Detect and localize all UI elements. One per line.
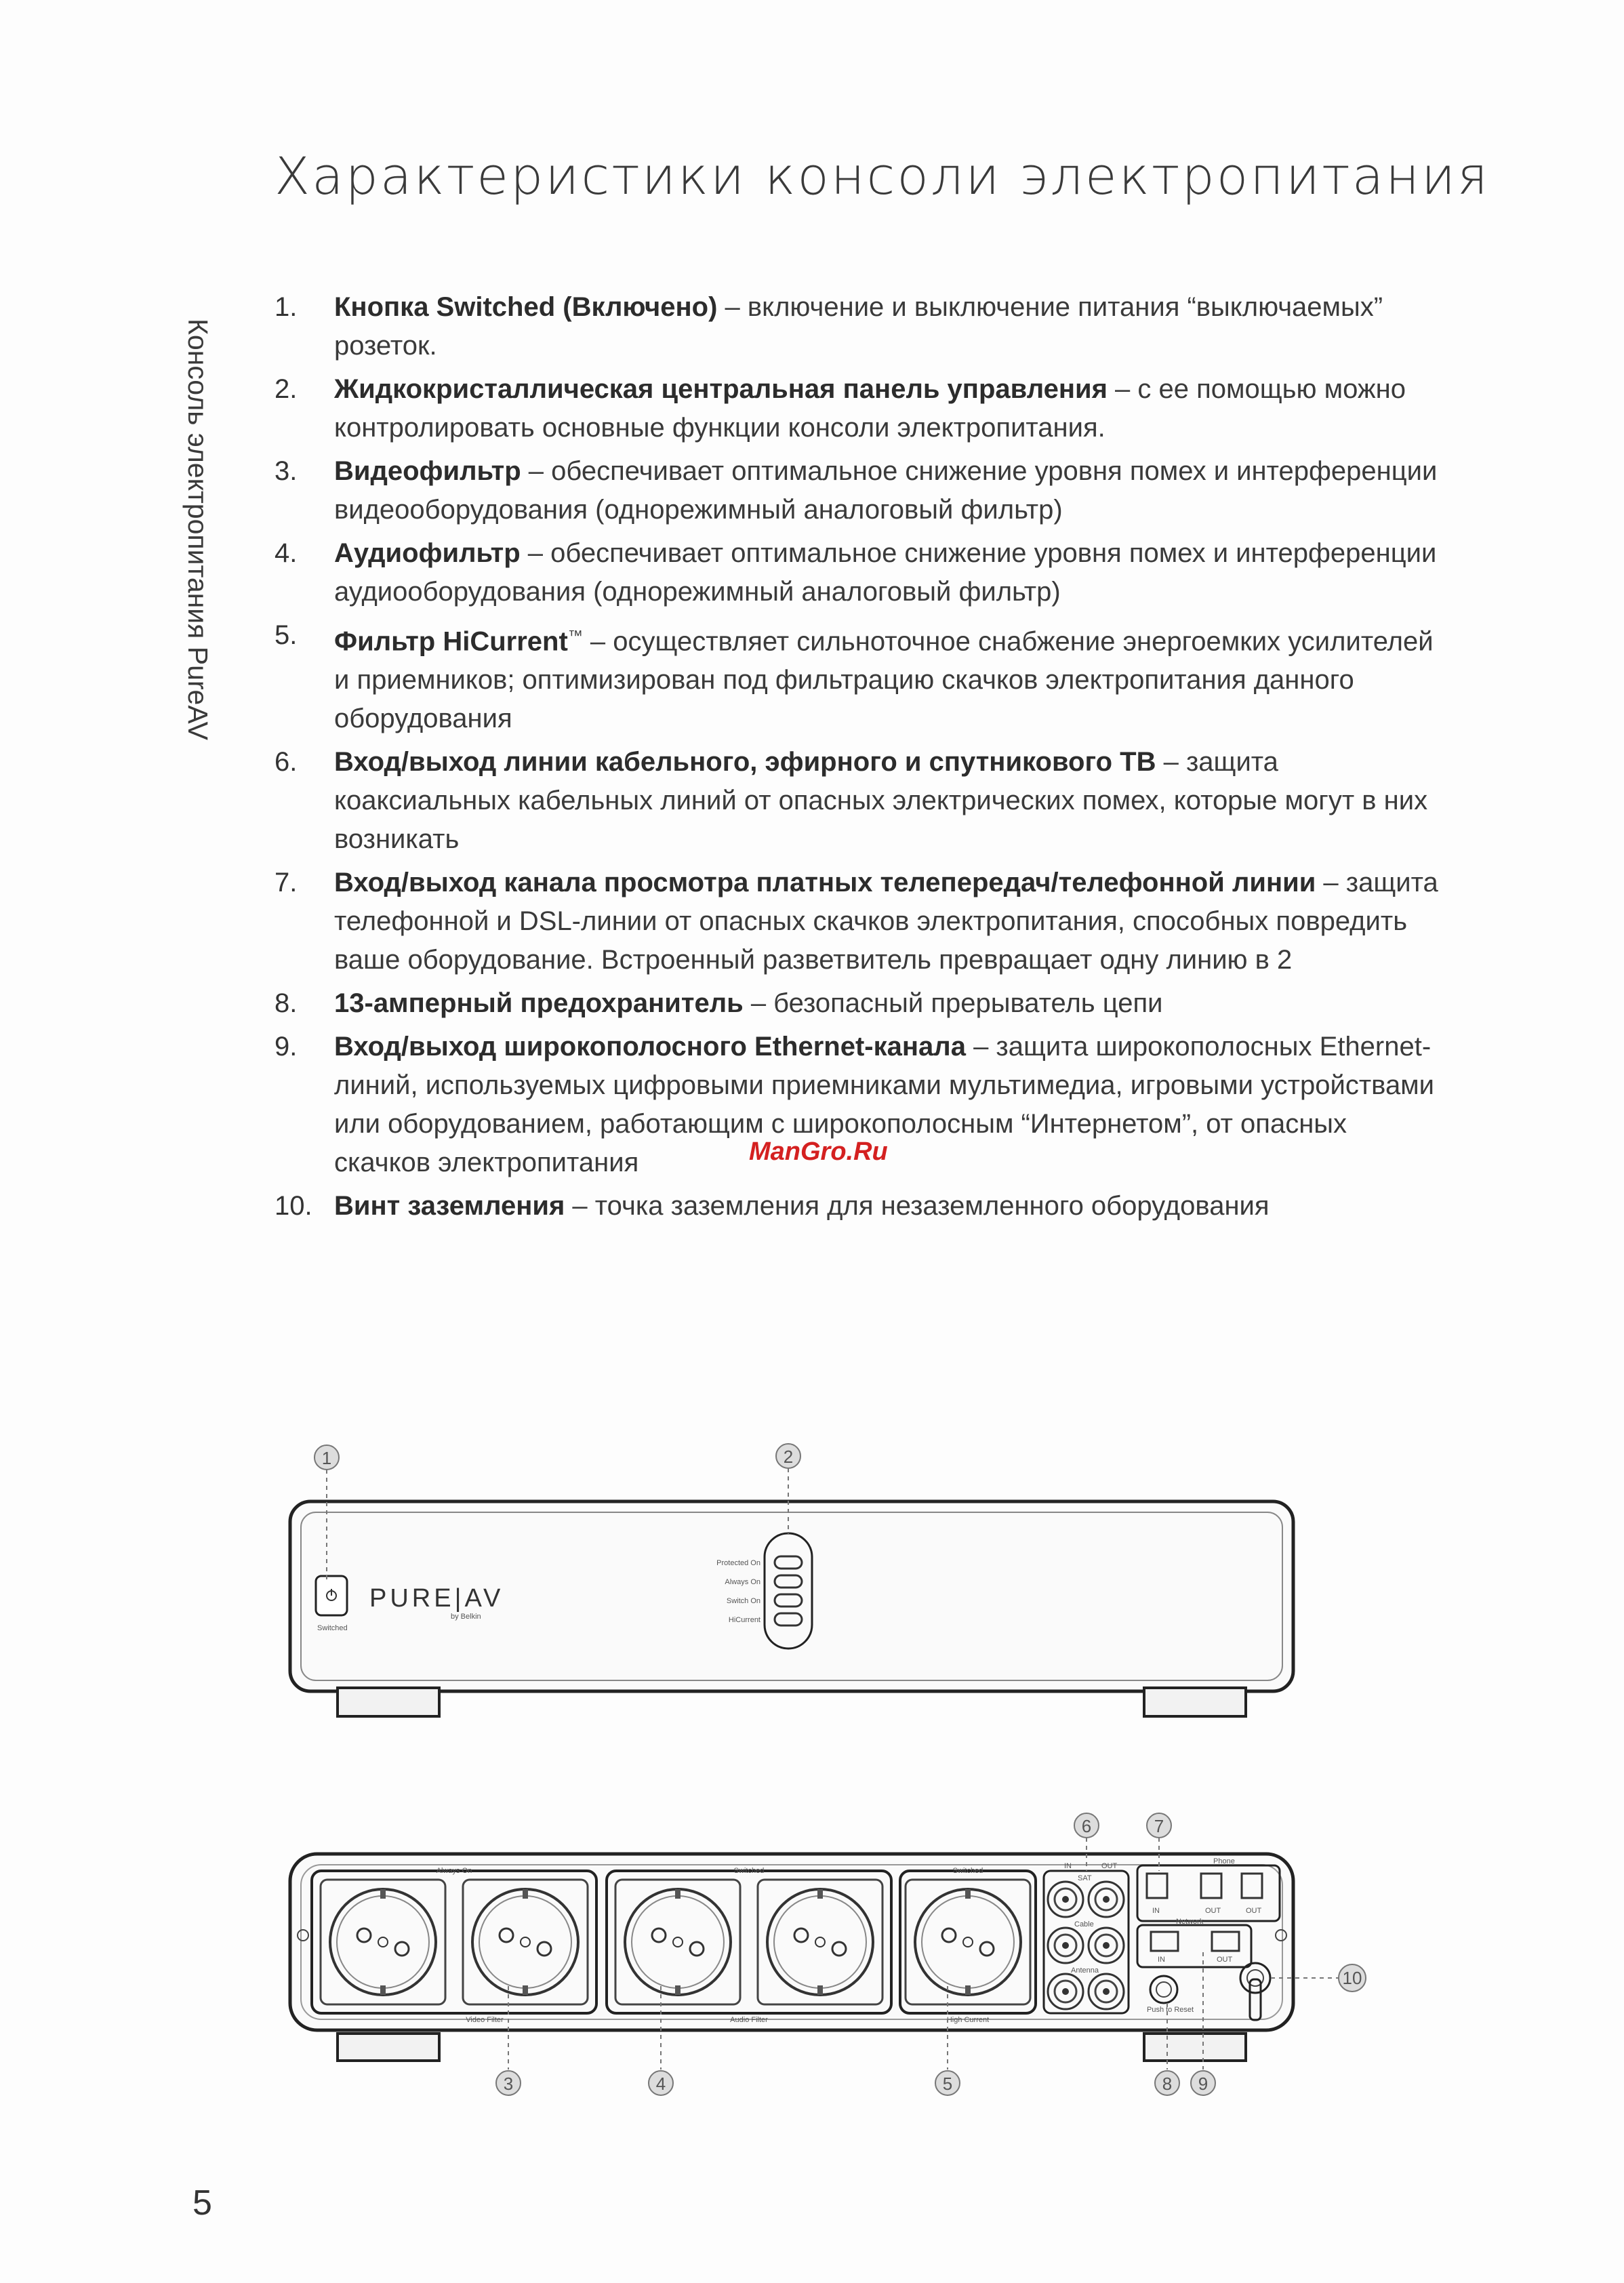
network-label: Network <box>1176 1918 1204 1926</box>
feature-number: 7. <box>275 868 298 898</box>
feature-description: – осуществляет сильноточное снабжение энергоемких усилителей и приемников; оптимизирован под фильтрацию скачков электропитания данного оборудования <box>334 626 1434 734</box>
brand-logo-text: PURE|AV <box>369 1584 504 1613</box>
feature-number: 3. <box>275 456 298 486</box>
trademark-mark: ™ <box>567 627 583 644</box>
group-label: Switched <box>733 1867 765 1875</box>
feature-number: 8. <box>275 988 298 1019</box>
filter-label: High Current <box>946 2016 990 2024</box>
feature-number: 4. <box>275 538 298 568</box>
callout-number: 4 <box>655 2074 666 2094</box>
callout-number: 1 <box>321 1448 332 1468</box>
feature-title: Кнопка Switched (Включено) <box>334 292 718 322</box>
callout-number: 2 <box>783 1447 794 1467</box>
callout-number: 8 <box>1162 2074 1173 2094</box>
feature-number: 1. <box>275 292 298 322</box>
feature-title: Аудиофильтр <box>334 538 521 568</box>
feature-title: Видеофильтр <box>334 456 521 486</box>
coax-label: Antenna <box>1071 1966 1099 1975</box>
group-label: Always On <box>436 1867 472 1875</box>
side-running-title: Консоль электропитания PureAV <box>182 319 214 741</box>
filter-label: Audio Filter <box>730 2016 768 2024</box>
reset-label: Push to Reset <box>1147 2006 1194 2014</box>
feature-number: 9. <box>275 1032 298 1062</box>
feature-number: 10. <box>275 1191 312 1221</box>
switch-label: Switched <box>317 1624 348 1632</box>
feature-title: Фильтр HiCurrent <box>334 626 568 657</box>
page-title: Характеристики консоли электропитания <box>275 146 1490 206</box>
phone-label: Phone <box>1213 1857 1235 1865</box>
feature-title: Вход/выход линии кабельного, эфирного и спутникового ТВ <box>334 747 1156 777</box>
callout-number: 6 <box>1081 1816 1092 1836</box>
status-label: Switch On <box>726 1597 760 1605</box>
feature-description: – точка заземления для незаземленного оборудования <box>565 1191 1270 1221</box>
port-label: OUT <box>1205 1907 1221 1915</box>
feature-number: 6. <box>275 747 298 777</box>
watermark-text: ManGro.Ru <box>749 1137 888 1166</box>
feature-title: Вход/выход широкополосного Ethernet-канала <box>334 1032 966 1062</box>
feature-description: – защита коаксиальных кабельных линий от опасных электрических помех, которые могут в них возникать <box>334 747 1428 855</box>
coax-label: OUT <box>1101 1862 1118 1870</box>
back-panel <box>290 1813 1366 2095</box>
feature-title: Винт заземления <box>334 1191 565 1221</box>
status-label: HiCurrent <box>728 1616 760 1624</box>
port-label: OUT <box>1217 1956 1233 1964</box>
callout-number: 5 <box>942 2074 953 2094</box>
feature-number: 2. <box>275 374 298 404</box>
page-number: 5 <box>192 2183 212 2223</box>
feature-title: Жидкокристаллическая центральная панель управления <box>334 374 1108 404</box>
callout-number: 7 <box>1154 1816 1164 1836</box>
callout-number: 3 <box>503 2074 514 2094</box>
feature-description: – защита телефонной и DSL-линии от опасных скачков электропитания, способных повредить ваше оборудование. Встроенный разветвитель превращает одну линию в 2 <box>334 868 1438 975</box>
status-label: Protected On <box>716 1559 760 1567</box>
port-label: OUT <box>1246 1907 1262 1915</box>
feature-description: – включение и выключение питания “выключаемых” розеток. <box>334 292 1383 361</box>
feature-description: – с ее помощью можно контролировать основные функции консоли электропитания. <box>334 374 1406 443</box>
port-label: IN <box>1152 1907 1160 1915</box>
feature-description: – обеспечивает оптимальное снижение уровня помех и интерференции аудиооборудования (однорежимный аналоговый фильтр) <box>334 538 1437 607</box>
coax-label: Cable <box>1074 1920 1094 1928</box>
port-label: IN <box>1158 1956 1165 1964</box>
coax-label: IN <box>1064 1862 1072 1870</box>
feature-description: – безопасный прерыватель цепи <box>743 988 1163 1019</box>
group-label: Switched <box>952 1867 983 1875</box>
status-label: Always On <box>725 1578 760 1586</box>
feature-number: 5. <box>275 620 298 650</box>
callout-number: 9 <box>1198 2074 1209 2094</box>
coax-label: SAT <box>1078 1874 1092 1882</box>
feature-title: 13-амперный предохранитель <box>334 988 744 1019</box>
feature-description: – защита широкополосных Ethernet-линий, используемых цифровыми приемниками мультимедиа, игровыми устройствами или оборудованием, работающим с широкополосным “Интернетом”, от опасных скачков электропитания <box>334 1032 1435 1178</box>
filter-label: Video Filter <box>466 2016 504 2024</box>
feature-description: – обеспечивает оптимальное снижение уровня помех и интерференции видеооборудования (однорежимный аналоговый фильтр) <box>334 456 1438 525</box>
feature-title: Вход/выход канала просмотра платных телепередач/телефонной линии <box>334 868 1316 898</box>
front-panel <box>290 1444 1293 1716</box>
brand-subtext: by Belkin <box>451 1613 481 1621</box>
callout-number: 10 <box>1342 1968 1362 1988</box>
switched-button-illustration <box>316 1576 348 1632</box>
